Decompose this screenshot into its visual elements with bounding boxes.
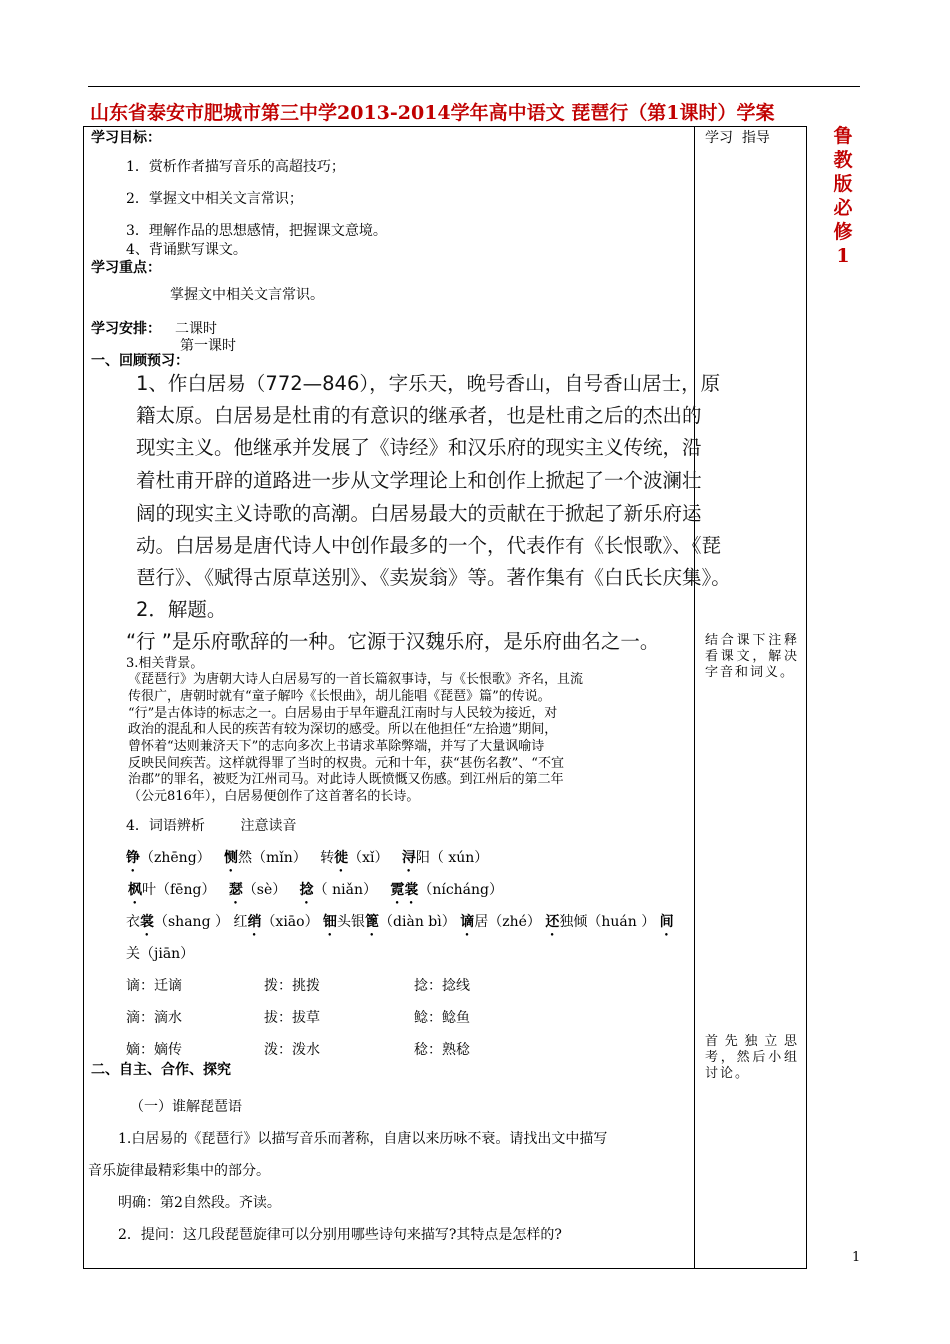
- goal-item: 3．理解作品的思想感情，把握课文意境。: [126, 223, 387, 239]
- pron-char: 还: [545, 914, 560, 930]
- side-title: [830, 124, 856, 268]
- pron-text: （diàn bì）: [379, 914, 456, 930]
- pron-char: 铮: [126, 850, 140, 866]
- pair-cell: 捻：捻线: [414, 978, 470, 994]
- pron-text: 然（mǐn）: [238, 850, 307, 866]
- page-title: 山东省泰安市肥城市第三中学2013-2014学年高中语文 琵琶行（第1课时）学案: [90, 102, 775, 124]
- background-heading: 3.相关背景。: [126, 656, 204, 671]
- focus-heading: 学习重点：: [91, 260, 161, 276]
- pron-char: 篦: [365, 914, 380, 930]
- side-title-char: 版: [833, 173, 853, 195]
- pron-text: 头银: [337, 914, 366, 930]
- pron-char: 浔: [401, 850, 416, 866]
- pron-row: [128, 880, 503, 907]
- guide-note: 首先独立思考，然后小组讨论。: [705, 1034, 799, 1081]
- review-heading: 一、回顾预习：: [91, 353, 189, 369]
- side-title-char: 鲁: [833, 125, 853, 147]
- pron-char: 捻: [299, 882, 314, 898]
- page-number: 1: [852, 1250, 861, 1265]
- review-line: 2．解题。: [136, 598, 227, 621]
- review-line: 阔的现实主义诗歌的高潮。白居易最大的贡献在于掀起了新乐府运: [136, 502, 702, 525]
- goal-item: 2．掌握文中相关文言常识；: [126, 191, 303, 207]
- background-line: （公元816年），白居易便创作了这首著名的长诗。: [128, 789, 420, 804]
- pair-cell: 稔：熟稔: [414, 1042, 470, 1058]
- pair-cell: 嫡：嫡传: [126, 1042, 182, 1058]
- goal-item: 1．赏析作者描写音乐的高超技巧；: [126, 159, 345, 175]
- review-line: 现实主义。他继承并发展了《诗经》和汉乐府的现实主义传统，沿: [136, 436, 702, 459]
- side-title-char: 教: [833, 149, 853, 171]
- pron-text: 独倾（huán ）: [559, 914, 656, 930]
- background-line: 反映民间疾苦。这样就得罪了当时的权贵。元和十年，获“甚伤名教”、“不宜: [128, 756, 564, 771]
- review-line: “行 ”是乐府歌辞的一种。它源于汉魏乐府，是乐府曲名之一。: [126, 630, 660, 653]
- pron-char: 间: [659, 914, 674, 930]
- pron-text: 转: [320, 850, 335, 866]
- pron-tail: 关（jiān）: [126, 946, 195, 962]
- column-divider: [694, 126, 695, 1269]
- pron-text: （ niǎn）: [313, 882, 377, 898]
- pair-cell: 谪：迁谪: [126, 978, 182, 994]
- pron-row: [126, 848, 488, 875]
- section2-line: 音乐旋律最精彩集中的部分。: [88, 1163, 270, 1179]
- pair-cell: 泼：泼水: [264, 1042, 320, 1058]
- focus-text: 掌握文中相关文言常识。: [170, 287, 324, 303]
- pron-text: 居（zhé）: [474, 914, 541, 930]
- schedule-sub: 第一课时: [180, 338, 236, 354]
- section2-line: 1.白居易的《琵琶行》以描写音乐而著称，自唐以来历咏不衰。请找出文中描写: [118, 1131, 608, 1147]
- pair-cell: 拨：挑拨: [264, 978, 320, 994]
- review-line: 1、作白居易（772—846），字乐天，晚号香山，自号香山居士，原: [136, 372, 721, 395]
- pron-char: 裳: [140, 914, 154, 930]
- pron-text: （xiāo）: [261, 914, 319, 930]
- goals-heading: 学习目标：: [91, 130, 161, 146]
- pron-text: 阳（ xún）: [415, 850, 489, 866]
- section2-line: 明确：第2自然段。齐读。: [118, 1195, 281, 1211]
- background-line: 《琵琶行》为唐朝大诗人白居易写的一首长篇叙事诗，与《长恨歌》齐名，且流: [128, 672, 584, 687]
- goal-item: 4、背诵默写课文。: [126, 242, 247, 258]
- review-line: 着杜甫开辟的道路进一步从文学理论上和创作上掀起了一个波澜壮: [136, 469, 702, 492]
- review-line: 籍太原。白居易是杜甫的有意识的继承者，也是杜甫之后的杰出的: [136, 404, 702, 427]
- vocab-heading: 4．词语辨析 注意读音: [126, 818, 297, 834]
- background-line: 曾怀着“达则兼济天下”的志向多次上书请求革除弊端，并写了大量讽喻诗: [128, 739, 545, 754]
- pron-text: （xǐ）: [348, 850, 389, 866]
- pron-text: （nícháng）: [418, 882, 504, 898]
- review-line: 琶行》、《赋得古原草送别》、《卖炭翁》等。著作集有《白氏长庆集》。: [136, 566, 731, 589]
- section2-heading: 二、自主、合作、探究: [91, 1062, 231, 1078]
- pron-text: 红: [233, 914, 248, 930]
- section2-sub: （一）谁解琵琶语: [130, 1099, 242, 1115]
- pron-char: 绡: [247, 914, 262, 930]
- pron-char: 恻: [224, 850, 239, 866]
- pron-row: [126, 912, 674, 939]
- guide-heading: 学习 指导: [705, 130, 770, 146]
- pron-char: 霓裳: [390, 882, 419, 898]
- guide-note: 结合课下注释看课文，解决字音和词义。: [705, 633, 799, 680]
- review-line: 动。白居易是唐代诗人中创作最多的一个，代表作有《长恨歌》、《琵: [136, 534, 722, 557]
- section2-line: 2．提问：这几段琵琶旋律可以分别用哪些诗句来描写?其特点是怎样的?: [118, 1227, 562, 1243]
- pron-text: （sè）: [242, 882, 287, 898]
- pron-char: 徙: [334, 850, 349, 866]
- side-title-char: 1: [836, 245, 850, 267]
- pron-text: 叶（fēng）: [142, 882, 216, 898]
- pron-char: 瑟: [228, 882, 243, 898]
- background-line: 政治的混乱和人民的疾苦有较为深切的感受。所以在他担任“左拾遗”期间，: [128, 722, 558, 737]
- side-title-char: 必: [833, 197, 853, 219]
- pron-char: 枫: [128, 882, 142, 898]
- pron-char: 钿: [323, 914, 338, 930]
- background-line: “行”是古体诗的标志之一。白居易由于早年避乱江南时与人民较为接近，对: [128, 706, 558, 721]
- background-line: 治郡”的罪名，被贬为江州司马。对此诗人既愤慨又伤感。到江州后的第二年: [128, 772, 564, 787]
- pron-text: 衣: [126, 914, 140, 930]
- schedule-heading: 学习安排：: [91, 321, 161, 337]
- side-title-char: 修: [833, 221, 853, 243]
- pair-cell: 滴：滴水: [126, 1010, 182, 1026]
- pron-text: （shang ）: [154, 914, 229, 930]
- pron-char: 谪: [460, 914, 475, 930]
- pair-cell: 鲶：鲶鱼: [414, 1010, 470, 1026]
- header-rule: [88, 86, 860, 87]
- pron-text: （zhēng）: [140, 850, 211, 866]
- pair-cell: 拔：拔草: [264, 1010, 320, 1026]
- background-line: 传很广，唐朝时就有“童子解吟《长恨曲》，胡儿能唱《琵琶》篇”的传说。: [128, 689, 551, 704]
- schedule-value: 二课时: [175, 321, 217, 337]
